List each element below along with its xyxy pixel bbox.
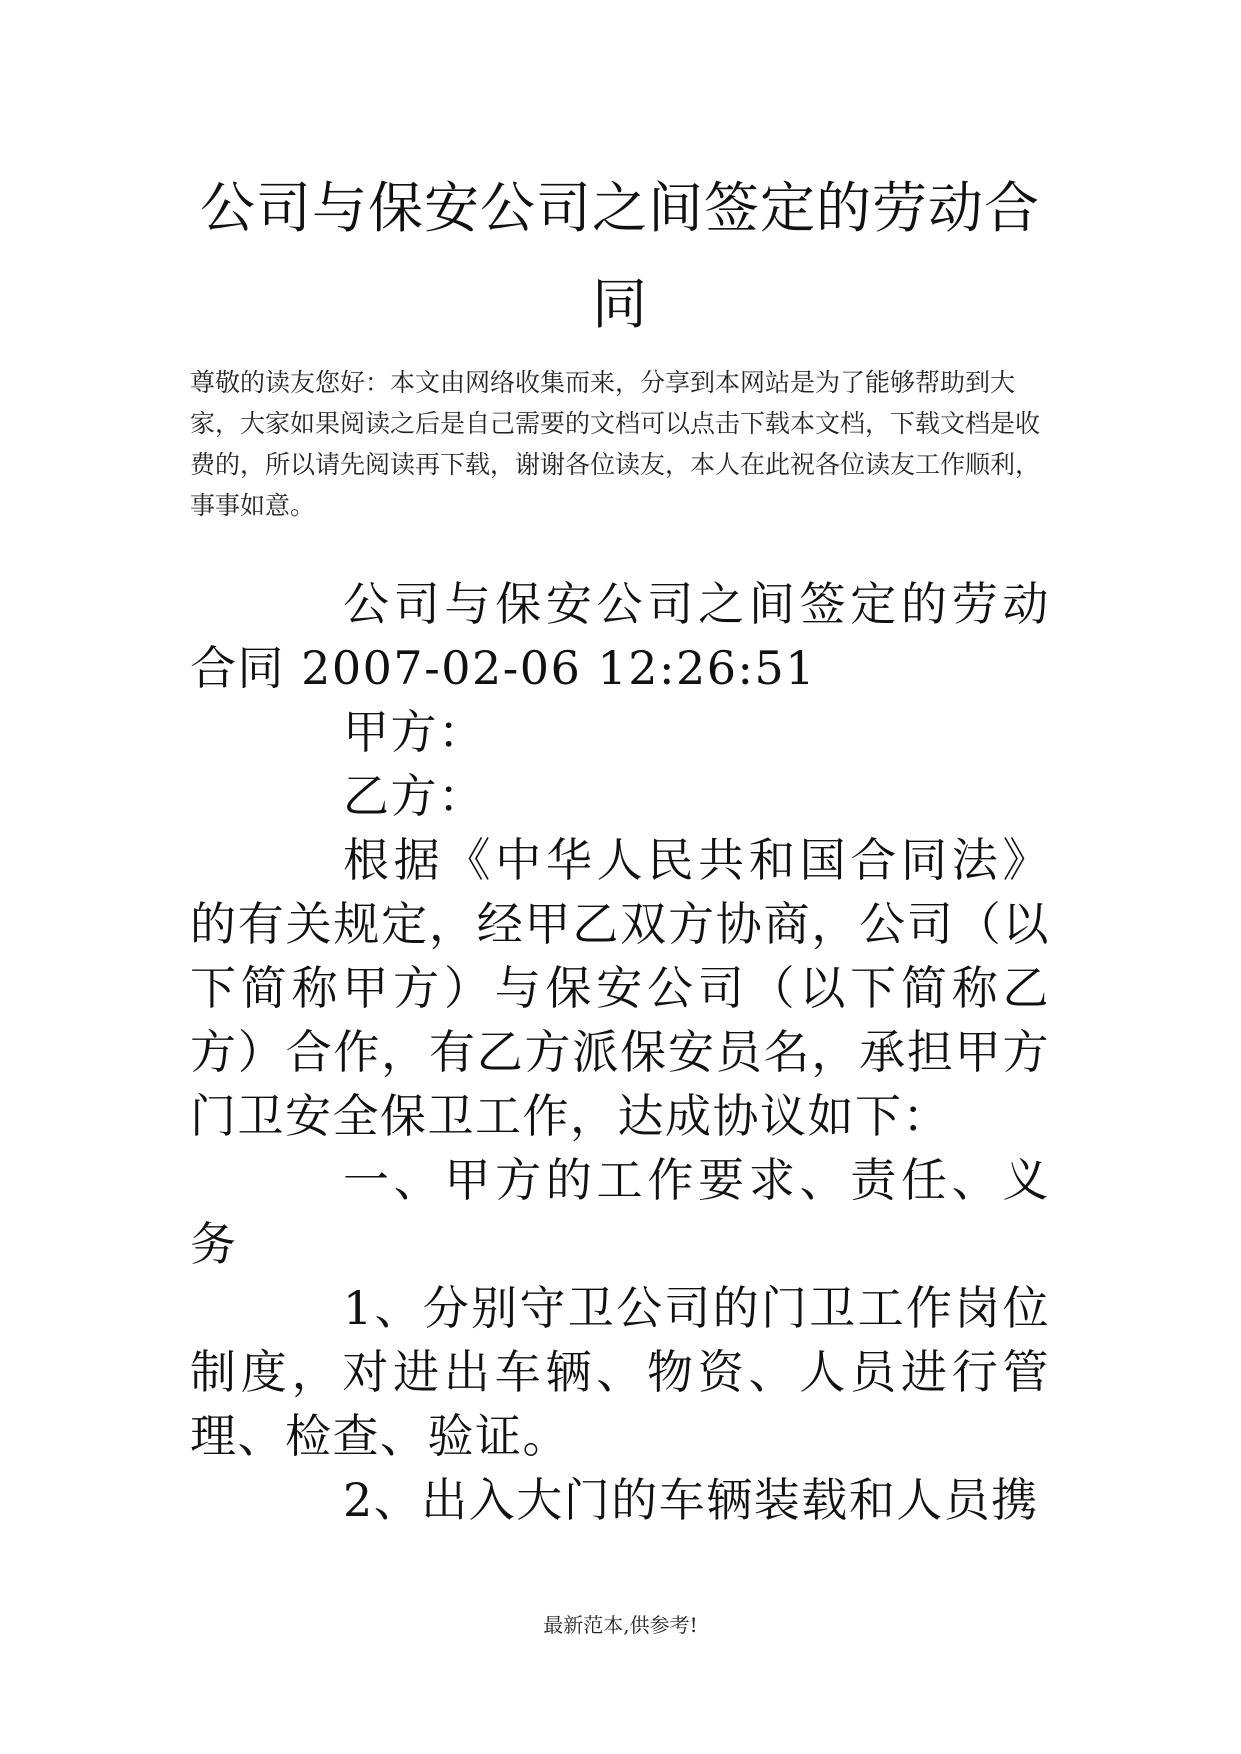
party-b-line: 乙方： bbox=[343, 769, 486, 823]
preamble-paragraph: 根据《中华人民共和国合同法》的有关规定，经甲乙双方协商，公司（以下简称甲方）与保安公司（以下简称乙方）合作，有乙方派保安员名，承担甲方门卫安全保卫工作，达成协议如下： bbox=[190, 833, 1050, 1143]
contract-body bbox=[190, 572, 1050, 1532]
contract-heading-paragraph: 公司与保安公司之间签定的劳动合同 2007-02-06 12:26:51 bbox=[190, 577, 1050, 695]
section-heading: 一、甲方的工作要求、责任、义务 bbox=[190, 1153, 1050, 1271]
clause-1: 1、分别守卫公司的门卫工作岗位制度，对进出车辆、物资、人员进行管理、检查、验证。 bbox=[190, 1281, 1050, 1463]
reader-notice: 尊敬的读友您好：本文由网络收集而来，分享到本网站是为了能够帮助到大家，大家如果阅读之后是自己需要的文档可以点击下载本文档，下载文档是收费的，所以请先阅读再下载，谢谢各位读友，本人在此祝各位读友工作顺利，事事如意。 bbox=[190, 368, 1041, 520]
page-footer: 最新范本,供参考! bbox=[543, 1613, 698, 1637]
party-a-line: 甲方： bbox=[343, 705, 486, 759]
clause-2: 2、出入大门的车辆装载和人员携 bbox=[343, 1473, 1039, 1527]
document-title: 公司与保安公司之间签定的劳动合同 bbox=[199, 176, 1040, 336]
